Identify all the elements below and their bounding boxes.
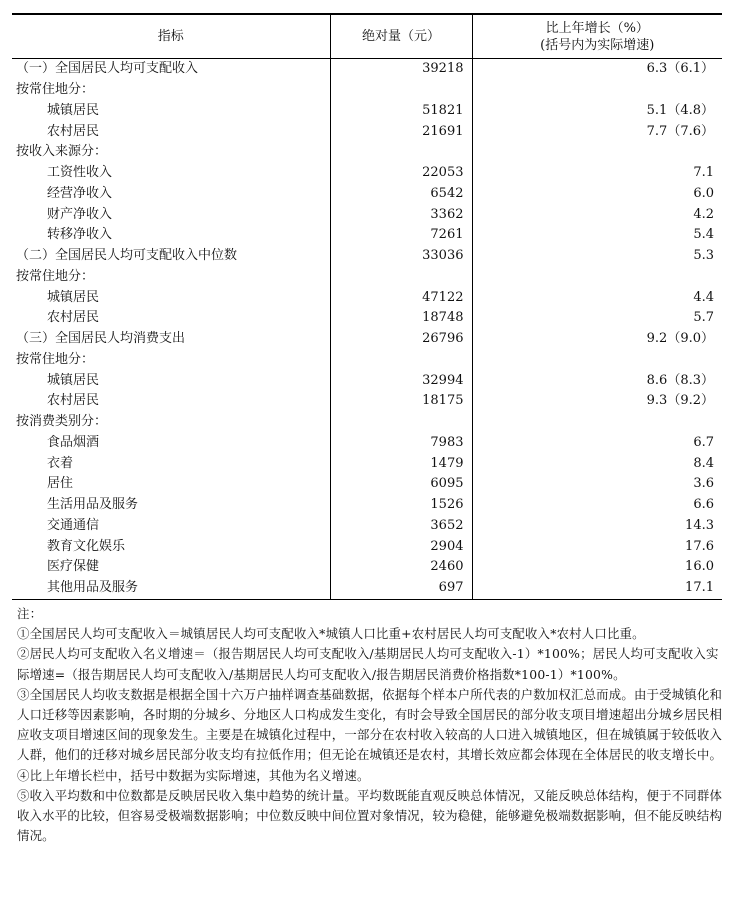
notes-section [17, 604, 723, 846]
row-amount: 51821 [330, 101, 472, 122]
row-label: 食品烟酒 [12, 433, 330, 454]
table-row [12, 121, 722, 142]
table-row [12, 101, 722, 122]
row-amount: 22053 [330, 163, 472, 184]
table-row [12, 80, 722, 101]
row-amount: 21691 [330, 121, 472, 142]
row-amount [330, 80, 472, 101]
row-growth: 5.7 [693, 310, 714, 326]
note-5: ⑤收入平均数和中位数都是反映居民收入集中趋势的统计量。平均数既能直观反映总体情况，又能反映总体结构，便于不同群体收入水平的比较，但容易受极端数据影响；中位数反映中间位置对象情况，较为稳健，能够避免极端数据影响，但不能反映结构情况。 [17, 787, 723, 844]
row-label: 经营净收入 [12, 184, 330, 205]
row-label: （二）全国居民人均可支配收入中位数 [12, 246, 330, 267]
row-label: 按消费类别分： [12, 412, 330, 433]
row-growth: 14.3 [685, 517, 714, 533]
row-growth [472, 142, 722, 163]
row-growth [472, 80, 722, 101]
row-label: 其他用品及服务 [12, 578, 330, 599]
row-growth [472, 412, 722, 433]
row-label: 工资性收入 [12, 163, 330, 184]
row-amount: 2904 [330, 536, 472, 557]
row-label: 按收入来源分： [12, 142, 330, 163]
row-label: （三）全国居民人均消费支出 [12, 329, 330, 350]
row-growth: 6.0 [693, 185, 714, 201]
row-label: 城镇居民 [12, 101, 330, 122]
table-row [12, 474, 722, 495]
table-body [12, 59, 722, 600]
row-label: 城镇居民 [12, 287, 330, 308]
row-growth: 5.3 [693, 248, 714, 264]
note-1: ①全国居民人均可支配收入＝城镇居民人均可支配收入*城镇人口比重+农村居民人均可支配收入*农村人口比重。 [17, 626, 645, 642]
row-growth: 4.4 [693, 289, 714, 305]
row-growth: 7.7（7.6） [646, 123, 714, 139]
row-growth: 7.1 [693, 165, 714, 181]
table-header-row [12, 14, 722, 59]
table-row [12, 308, 722, 329]
table-row [12, 287, 722, 308]
table-row [12, 329, 722, 350]
row-growth: 16.0 [685, 559, 714, 575]
row-amount: 697 [330, 578, 472, 599]
table-row [12, 536, 722, 557]
row-label: 交通通信 [12, 516, 330, 537]
header-growth [472, 14, 722, 59]
row-label: 农村居民 [12, 308, 330, 329]
table-row [12, 184, 722, 205]
row-amount [330, 267, 472, 288]
table-row [12, 433, 722, 454]
row-label: 衣着 [12, 453, 330, 474]
row-amount: 33036 [330, 246, 472, 267]
table-row [12, 59, 722, 80]
table-row [12, 370, 722, 391]
row-growth: 17.6 [685, 538, 714, 554]
row-growth: 17.1 [472, 578, 722, 599]
row-label: 按常住地分： [12, 80, 330, 101]
header-amount: 绝对量（元） [330, 14, 472, 59]
row-amount [330, 142, 472, 163]
row-amount: 6542 [330, 184, 472, 205]
table-row [12, 267, 722, 288]
row-label: 按常住地分： [12, 267, 330, 288]
row-label: 按常住地分： [12, 350, 330, 371]
row-amount: 18175 [330, 391, 472, 412]
note-4: ④比上年增长栏中，括号中数据为实际增速，其他为名义增速。 [17, 767, 370, 783]
income-expenditure-table [12, 13, 722, 600]
table-row [12, 163, 722, 184]
row-amount: 3652 [330, 516, 472, 537]
row-growth: 8.4 [693, 455, 714, 471]
row-label: 城镇居民 [12, 370, 330, 391]
row-amount [330, 350, 472, 371]
row-amount: 32994 [330, 370, 472, 391]
note-3: ③全国居民人均收支数据是根据全国十六万户抽样调查基础数据，依据每个样本户所代表的户数加权汇总而成。由于受城镇化和人口迁移等因素影响，各时期的分城乡、分地区人口构成发生变化，有时会导致全国居民的部分收支项目增速超出分城乡居民相应收支项目增速区间的现象发生。主要是在城镇化过程中，一部分在农村收入较高的人口进入城镇地区，但在城镇属于较低收入人群，他们的迁移对城乡居民部分收支均有拉低作用；但无论在城镇还是农村，其增长效应都会体现在全体居民的收支增长中。 [17, 686, 723, 763]
table-row [12, 557, 722, 578]
table-row [12, 495, 722, 516]
row-amount: 18748 [330, 308, 472, 329]
row-amount [330, 412, 472, 433]
row-amount: 6095 [330, 474, 472, 495]
table-row [12, 142, 722, 163]
table-row [12, 204, 722, 225]
note-2: ②居民人均可支配收入名义增速＝（报告期居民人均可支配收入/基期居民人均可支配收入-1）*100%；居民人均可支配收入实际增速=（报告期居民人均可支配收入/基期居民人均可支配收入/报告期居民消费价格指数*100-1）*100%。 [17, 646, 719, 682]
row-amount: 1526 [330, 495, 472, 516]
row-growth: 6.6 [693, 497, 714, 513]
table-row [12, 391, 722, 412]
row-label: （一）全国居民人均可支配收入 [12, 59, 330, 80]
row-growth [472, 350, 722, 371]
row-amount: 7261 [330, 225, 472, 246]
row-amount: 1479 [330, 453, 472, 474]
table-row [12, 225, 722, 246]
row-label: 转移净收入 [12, 225, 330, 246]
row-growth: 5.4 [693, 227, 714, 243]
row-growth: 9.2（9.0） [646, 331, 714, 347]
row-label: 农村居民 [12, 121, 330, 142]
table-row [12, 412, 722, 433]
table-row [12, 453, 722, 474]
row-amount: 3362 [330, 204, 472, 225]
header-growth-line1: 比上年增长（%） [545, 20, 649, 36]
header-growth-line2: (括号内为实际增速) [540, 37, 655, 53]
row-amount: 7983 [330, 433, 472, 454]
row-growth: 6.3（6.1） [646, 61, 714, 77]
row-growth: 9.3（9.2） [646, 393, 714, 409]
row-label: 医疗保健 [12, 557, 330, 578]
row-growth [472, 267, 722, 288]
row-amount: 47122 [330, 287, 472, 308]
row-growth: 4.2 [693, 206, 714, 222]
row-amount: 2460 [330, 557, 472, 578]
notes-title: 注： [17, 606, 43, 621]
row-label: 财产净收入 [12, 204, 330, 225]
table-row [12, 516, 722, 537]
table-row [12, 246, 722, 267]
row-growth: 8.6（8.3） [646, 372, 714, 388]
row-amount: 39218 [330, 59, 472, 80]
row-growth: 5.1（4.8） [646, 102, 714, 118]
row-growth: 3.6 [693, 476, 714, 492]
row-growth: 6.7 [693, 434, 714, 450]
header-indicator: 指标 [12, 14, 330, 59]
row-label: 生活用品及服务 [12, 495, 330, 516]
row-amount: 26796 [330, 329, 472, 350]
row-label: 居住 [12, 474, 330, 495]
table-row [12, 578, 722, 599]
table-row [12, 350, 722, 371]
row-label: 教育文化娱乐 [12, 536, 330, 557]
row-label: 农村居民 [12, 391, 330, 412]
